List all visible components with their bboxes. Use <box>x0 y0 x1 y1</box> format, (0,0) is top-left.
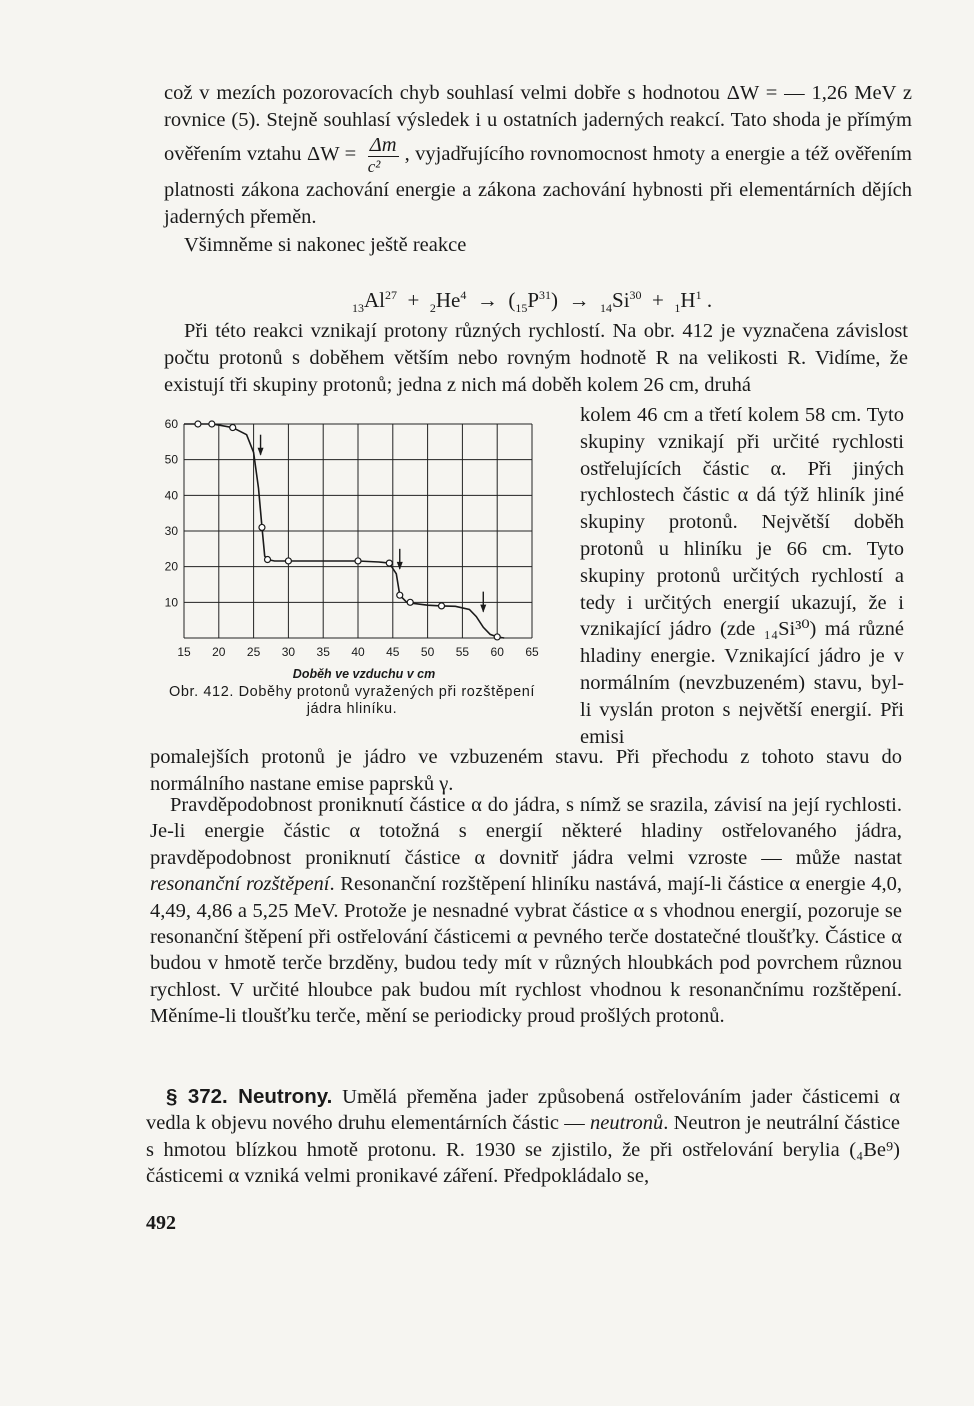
paragraph-2-text: Všimněme si nakonec ještě reakce <box>184 234 467 256</box>
arrow-head <box>258 448 264 456</box>
x-tick-labels <box>177 645 539 659</box>
x-tick-label: 50 <box>420 645 435 659</box>
data-point <box>407 599 413 605</box>
fraction-delta-m-over-c2 <box>368 134 399 177</box>
data-point <box>439 603 445 609</box>
fraction-denominator: c² <box>367 157 381 176</box>
y-tick-label: 10 <box>164 595 178 610</box>
data-point <box>285 558 291 564</box>
paragraph-1 <box>164 80 912 231</box>
paragraph-4 <box>150 792 902 1030</box>
series-markers <box>195 421 500 640</box>
figure-412-chart <box>160 412 560 682</box>
x-axis-label: Doběh ve vzduchu v cm <box>292 667 436 681</box>
chart-annotations <box>258 435 487 613</box>
fraction-numerator: Δm <box>369 134 397 156</box>
x-tick-label: 60 <box>490 645 504 659</box>
x-tick-label: 20 <box>212 645 226 659</box>
page-number: 492 <box>146 1212 176 1234</box>
arrow-head <box>397 562 403 570</box>
paragraph-1-text-b: , vyjadřujícího rovnomocnost hmoty a energie a též ověřením platnosti zákona zachování energie a zákona zachování hybnosti při elementárních dějích jaderných přeměn. <box>164 143 912 228</box>
paragraph-5-text-b: . Neutron je neutrální částice s hmotou blízkou hmotě protonu. R. 1930 se zjistilo, že při ostřelování berylia (₄Be⁹) částicemi α vzniká velmi pronikavé záření. Předpokládalo se, <box>146 1112 900 1188</box>
paragraph-5-italic: neutronů <box>589 1112 664 1135</box>
x-tick-label: 45 <box>386 645 400 659</box>
y-tick-labels <box>165 417 179 609</box>
paragraph-4-italic: resonanční rozštěpení <box>150 873 330 896</box>
paragraph-4-text-a: Pravděpodobnost proniknutí částice α do jádra, s nímž se srazila, závisí na její rychlosti. Je-li energie částic α totožná s energií některé hladiny ostřelovaného jádra, pravděpodobnost proniknutí částice α dovnitř jádra velmi vzroste — může nastat <box>150 794 902 869</box>
y-tick-label: 40 <box>164 488 178 503</box>
data-point <box>195 421 201 427</box>
paragraph-2 <box>164 232 912 259</box>
paragraph-3-side-text: kolem 46 cm a třetí kolem 58 cm. Tyto skupiny vznikají při určité rychlosti ostřelujících částic α. Při jiných rychlostech částic α dá týž hliník jiné skupiny protonů. Největší doběh protonů u hliníku je 66 cm. Tyto skupiny protonů určitých rychlostí a tedy i určitých energií ukazují, že i vznikající jádro (zde ₁₄Si³⁰) má různé hladiny energie. Vznikající jádro je v normálním (nevzbuzeném) stavu, byl-li vyslán proton s největší energií. Při emisi <box>580 404 904 748</box>
paragraph-5 <box>146 1084 900 1190</box>
x-tick-label: 30 <box>281 645 296 659</box>
data-point <box>494 634 500 640</box>
y-tick-label: 30 <box>164 524 178 538</box>
paragraph-1-text-a: což v mezích pozorovacích chyb souhlasí velmi dobře s hodnotou ΔW = — 1,26 MeV z rovnice (5). Stejně souhlasí výsledek i u ostatních jaderných reakcí. Tato shoda je přímým ověřením vztahu ΔW = <box>164 82 912 166</box>
x-tick-label: 40 <box>351 645 365 659</box>
section-heading: § 372. Neutrony. <box>166 1085 333 1108</box>
data-point <box>209 421 215 427</box>
y-tick-label: 50 <box>164 452 178 467</box>
arrow-head <box>480 605 486 613</box>
x-tick-label: 65 <box>525 645 539 659</box>
paragraph-5-text-a: Umělá přeměna jader způsobená ostřelováním jader částicemi α vedla k objevu nového druhu elementárních částic — <box>146 1086 901 1135</box>
paragraph-3-side <box>580 402 904 750</box>
x-tick-label: 25 <box>246 645 261 659</box>
paragraph-3-top <box>164 318 908 399</box>
paragraph-3-bottom <box>150 744 902 798</box>
y-tick-label: 60 <box>164 417 178 431</box>
reaction-equation: $_{13}Al^{27} + _2He^4 \to (_{15}P^{31}) \to _{14}Si^{30} + _1H^1$ . <box>352 288 713 316</box>
data-point <box>259 524 265 530</box>
x-tick-label: 35 <box>316 645 330 659</box>
x-tick-label: 15 <box>177 645 191 659</box>
paragraph-3-top-text: Při této reakci vznikají protony různých rychlostí. Na obr. 412 je vyznačena závislost počtu protonů s doběhem větším nebo rovným hodnotě R na velikosti R. Vidíme, že existují tři skupiny protonů; jedna z nich má doběh kolem 26 cm, druhá <box>164 320 908 396</box>
data-point <box>265 557 271 563</box>
data-point <box>397 592 403 598</box>
x-tick-label: 55 <box>455 645 470 659</box>
paragraph-4-text-b: . Resonanční rozštěpení hliníku nastává, mají-li částice α energie 4,0, 4,49, 4,86 a 5,25 MeV. Protože je nesnadné vybrat částice α s vhodnou energií, pozoruje se resonanční štěpení při ostřelování částicemi α pevného terče dostatečné tloušťky. Částice α budou v hmotě terče brzděny, budou tedy mít v různých hloubkách pod povrchem různou rychlost. V určité hloubce pak budou mít rychlost vhodnou k resonančnímu rozštěpení. Měníme-li tloušťku terče, mění se periodicky proud prošlých protonů. <box>150 873 902 1028</box>
data-point <box>230 425 236 431</box>
data-point <box>386 560 392 566</box>
y-tick-label: 20 <box>164 559 178 574</box>
data-point <box>355 558 361 564</box>
chart-grid <box>184 424 532 638</box>
figure-caption: Obr. 412. Doběhy protonů vyražených při rozštěpení jádra hliníku. <box>168 684 536 717</box>
paragraph-3-bottom-text: pomalejších protonů je jádro ve vzbuzeném stavu. Při přechodu z tohoto stavu do normálního nastane emise paprsků γ. <box>150 746 902 795</box>
